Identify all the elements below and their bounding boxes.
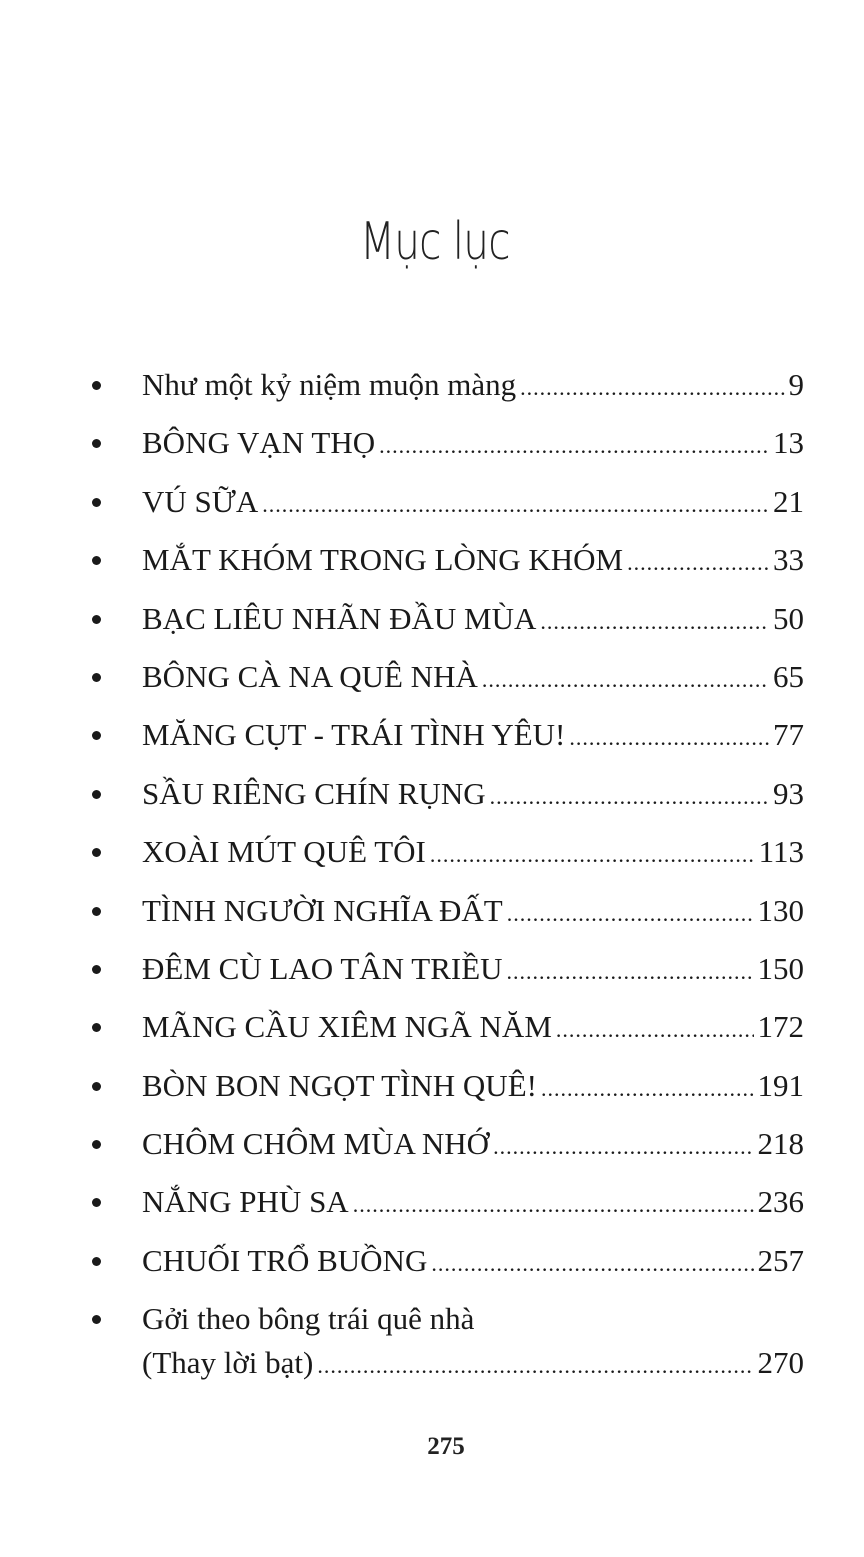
- bullet-icon: [92, 907, 101, 916]
- bullet-icon: [92, 1140, 101, 1149]
- entry-title: MẮT KHÓM TRONG LÒNG KHÓM: [142, 542, 624, 578]
- toc-entry: [0, 1005, 864, 1063]
- dot-leader: [317, 1344, 753, 1388]
- dot-leader: [541, 1067, 754, 1111]
- toc-entry: [0, 772, 864, 830]
- dot-leader: [556, 1008, 754, 1052]
- bullet-icon: [92, 790, 101, 799]
- bullet-icon: [92, 439, 101, 448]
- table-of-contents: [0, 363, 864, 1397]
- entry-title: VÚ SỮA: [142, 483, 259, 519]
- toc-entry: [0, 947, 864, 1005]
- entry-page: 218: [757, 1126, 804, 1162]
- entry-page: 50: [773, 600, 804, 636]
- entry-page: 9: [788, 367, 804, 402]
- entry-page: 93: [773, 775, 804, 811]
- toc-entry: [0, 1297, 864, 1397]
- page-number: 275: [427, 1433, 465, 1460]
- entry-title: BÔNG VẠN THỌ: [142, 425, 376, 461]
- page-title: Mục lục: [360, 212, 510, 272]
- entry-title: ĐÊM CÙ LAO TÂN TRIỀU: [142, 950, 503, 986]
- bullet-icon: [92, 1023, 101, 1032]
- dot-leader: [482, 658, 769, 702]
- toc-entry: [0, 713, 864, 771]
- toc-entry: [0, 480, 864, 538]
- dot-leader: [627, 541, 769, 585]
- entry-page: 150: [757, 950, 804, 986]
- dot-leader: [353, 1183, 754, 1227]
- dot-leader: [520, 366, 784, 410]
- entry-page: 130: [757, 892, 804, 928]
- bullet-icon: [92, 1315, 101, 1324]
- bullet-icon: [92, 673, 101, 682]
- toc-entry: [0, 421, 864, 479]
- dot-leader: [507, 950, 754, 994]
- entry-title: MÃNG CẦU XIÊM NGÃ NĂM: [142, 1009, 552, 1045]
- bullet-icon: [92, 848, 101, 857]
- dot-leader: [431, 1242, 753, 1286]
- entry-title: TÌNH NGƯỜI NGHĨA ĐẤT: [142, 892, 503, 928]
- entry-title: NẮNG PHÙ SA: [142, 1184, 349, 1220]
- entry-title-line-1: Gởi theo bông trái quê nhà: [142, 1301, 475, 1337]
- entry-title: (Thay lời bạt): [142, 1345, 314, 1381]
- toc-entry: [0, 538, 864, 596]
- toc-entry: [0, 830, 864, 888]
- entry-title: BÒN BON NGỌT TÌNH QUÊ!: [142, 1067, 537, 1103]
- entry-title: Như một kỷ niệm muộn màng: [142, 367, 517, 402]
- dot-leader: [540, 600, 769, 644]
- entry-page: 257: [757, 1242, 804, 1278]
- bullet-icon: [92, 556, 101, 565]
- dot-leader: [262, 483, 769, 527]
- entry-title: MĂNG CỤT - TRÁI TÌNH YÊU!: [142, 717, 566, 753]
- bullet-icon: [92, 965, 101, 974]
- dot-leader: [507, 892, 754, 936]
- entry-title: BẠC LIÊU NHÃN ĐẦU MÙA: [142, 600, 537, 636]
- toc-entry: [0, 363, 864, 421]
- dot-leader: [430, 833, 755, 877]
- entry-page: 33: [773, 542, 804, 578]
- bullet-icon: [92, 615, 101, 624]
- entry-page: 65: [773, 658, 804, 694]
- bullet-icon: [92, 498, 101, 507]
- dot-leader: [493, 1125, 753, 1169]
- dot-leader: [569, 716, 769, 760]
- entry-title: XOÀI MÚT QUÊ TÔI: [142, 834, 426, 870]
- toc-entry: [0, 1064, 864, 1122]
- dot-leader: [379, 424, 769, 468]
- dot-leader: [490, 775, 769, 819]
- toc-entry: [0, 655, 864, 713]
- bullet-icon: [92, 381, 101, 390]
- bullet-icon: [92, 1198, 101, 1207]
- entry-page: 21: [773, 483, 804, 519]
- toc-entry: [0, 1239, 864, 1297]
- bullet-icon: [92, 731, 101, 740]
- bullet-icon: [92, 1082, 101, 1091]
- toc-entry: [0, 597, 864, 655]
- entry-page: 236: [757, 1184, 804, 1220]
- entry-page: 172: [757, 1009, 804, 1045]
- entry-page: 113: [758, 834, 804, 870]
- entry-page: 191: [757, 1067, 804, 1103]
- entry-title: SẦU RIÊNG CHÍN RỤNG: [142, 775, 486, 811]
- toc-entry: [0, 1122, 864, 1180]
- entry-page: 77: [773, 717, 804, 753]
- entry-title: CHUỐI TRỔ BUỒNG: [142, 1242, 428, 1278]
- toc-entry: [0, 889, 864, 947]
- toc-entry: [0, 1180, 864, 1238]
- entry-page: 13: [773, 425, 804, 461]
- entry-title: BÔNG CÀ NA QUÊ NHÀ: [142, 658, 478, 694]
- entry-page: 270: [757, 1345, 804, 1381]
- entry-title: CHÔM CHÔM MÙA NHỚ: [142, 1126, 490, 1162]
- bullet-icon: [92, 1257, 101, 1266]
